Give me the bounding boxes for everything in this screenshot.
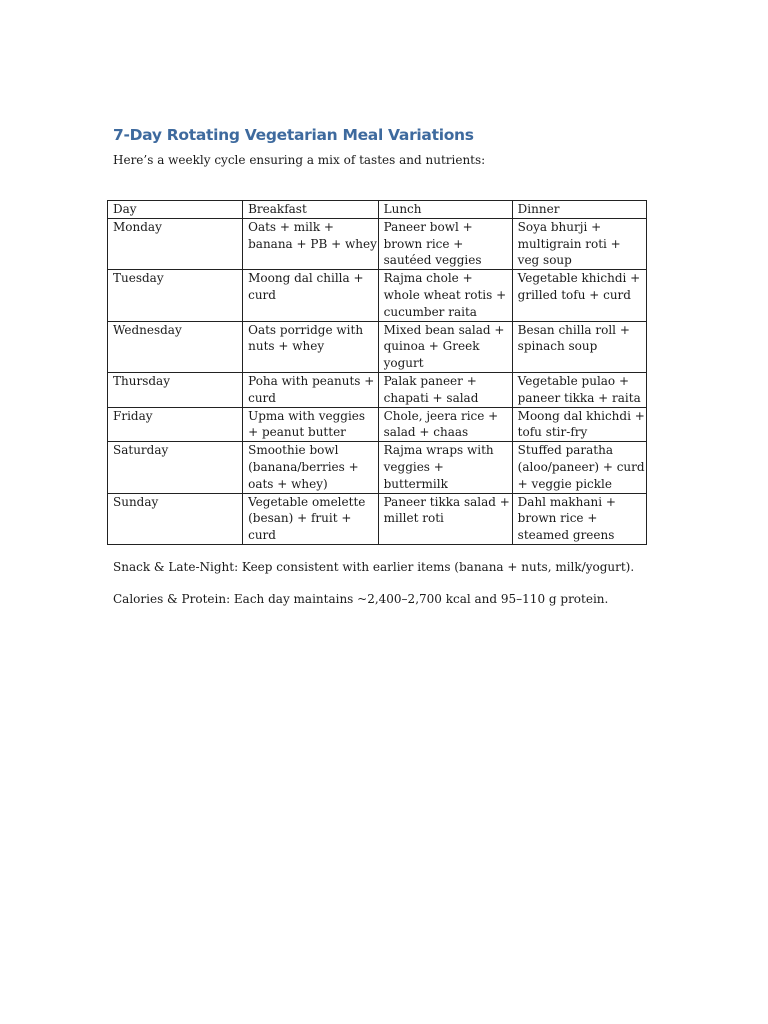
- dinner-cell: Dahl makhani + brown rice + steamed greens: [512, 493, 646, 544]
- day-cell: Thursday: [108, 372, 243, 407]
- lunch-cell: Paneer tikka salad + millet roti: [378, 493, 512, 544]
- calories-note: Calories & Protein: Each day maintains ~2,400–2,700 kcal and 95–110 g protein.: [113, 592, 609, 606]
- snack-note: Snack & Late-Night: Keep consistent with earlier items (banana + nuts, milk/yogurt).: [113, 560, 635, 574]
- table-row: [108, 270, 647, 321]
- dinner-cell: Soya bhurji + multigrain roti + veg soup: [512, 218, 646, 269]
- breakfast-cell: Moong dal chilla + curd: [243, 270, 379, 321]
- day-cell: Friday: [108, 407, 243, 442]
- document-page: [113, 124, 653, 606]
- table-header-row: [108, 201, 647, 219]
- dinner-cell: Vegetable khichdi + grilled tofu + curd: [512, 270, 646, 321]
- day-cell: Tuesday: [108, 270, 243, 321]
- meal-plan-table: [107, 200, 647, 545]
- breakfast-cell: Oats + milk + banana + PB + whey: [243, 218, 379, 269]
- day-cell: Saturday: [108, 442, 243, 493]
- table-row: [108, 493, 647, 544]
- lunch-cell: Paneer bowl + brown rice + sautéed veggies: [378, 218, 512, 269]
- lunch-cell: Chole, jeera rice + salad + chaas: [378, 407, 512, 442]
- dinner-cell: Moong dal khichdi + tofu stir-fry: [512, 407, 646, 442]
- header-cell-dinner: Dinner: [512, 201, 646, 219]
- intro-paragraph: Here’s a weekly cycle ensuring a mix of tastes and nutrients:: [113, 153, 486, 167]
- header-cell-breakfast: Breakfast: [243, 201, 379, 219]
- lunch-cell: Palak paneer + chapati + salad: [378, 372, 512, 407]
- dinner-cell: Vegetable pulao + paneer tikka + raita: [512, 372, 646, 407]
- header-cell-lunch: Lunch: [378, 201, 512, 219]
- table-row: [108, 442, 647, 493]
- meal-plan-table-body: [108, 201, 647, 545]
- table-row: [108, 372, 647, 407]
- breakfast-cell: Upma with veggies + peanut butter: [243, 407, 379, 442]
- day-cell: Wednesday: [108, 321, 243, 372]
- breakfast-cell: Smoothie bowl (banana/berries + oats + whey): [243, 442, 379, 493]
- table-row: [108, 218, 647, 269]
- breakfast-cell: Poha with peanuts + curd: [243, 372, 379, 407]
- dinner-cell: Besan chilla roll + spinach soup: [512, 321, 646, 372]
- breakfast-cell: Oats porridge with nuts + whey: [243, 321, 379, 372]
- lunch-cell: Rajma chole + whole wheat rotis + cucumber raita: [378, 270, 512, 321]
- document-title: 7-Day Rotating Vegetarian Meal Variations: [113, 126, 474, 144]
- table-row: [108, 407, 647, 442]
- day-cell: Monday: [108, 218, 243, 269]
- lunch-cell: Mixed bean salad + quinoa + Greek yogurt: [378, 321, 512, 372]
- day-cell: Sunday: [108, 493, 243, 544]
- breakfast-cell: Vegetable omelette (besan) + fruit + curd: [243, 493, 379, 544]
- lunch-cell: Rajma wraps with veggies + buttermilk: [378, 442, 512, 493]
- dinner-cell: Stuffed paratha (aloo/paneer) + curd + veggie pickle: [512, 442, 646, 493]
- header-cell-day: Day: [108, 201, 243, 219]
- table-row: [108, 321, 647, 372]
